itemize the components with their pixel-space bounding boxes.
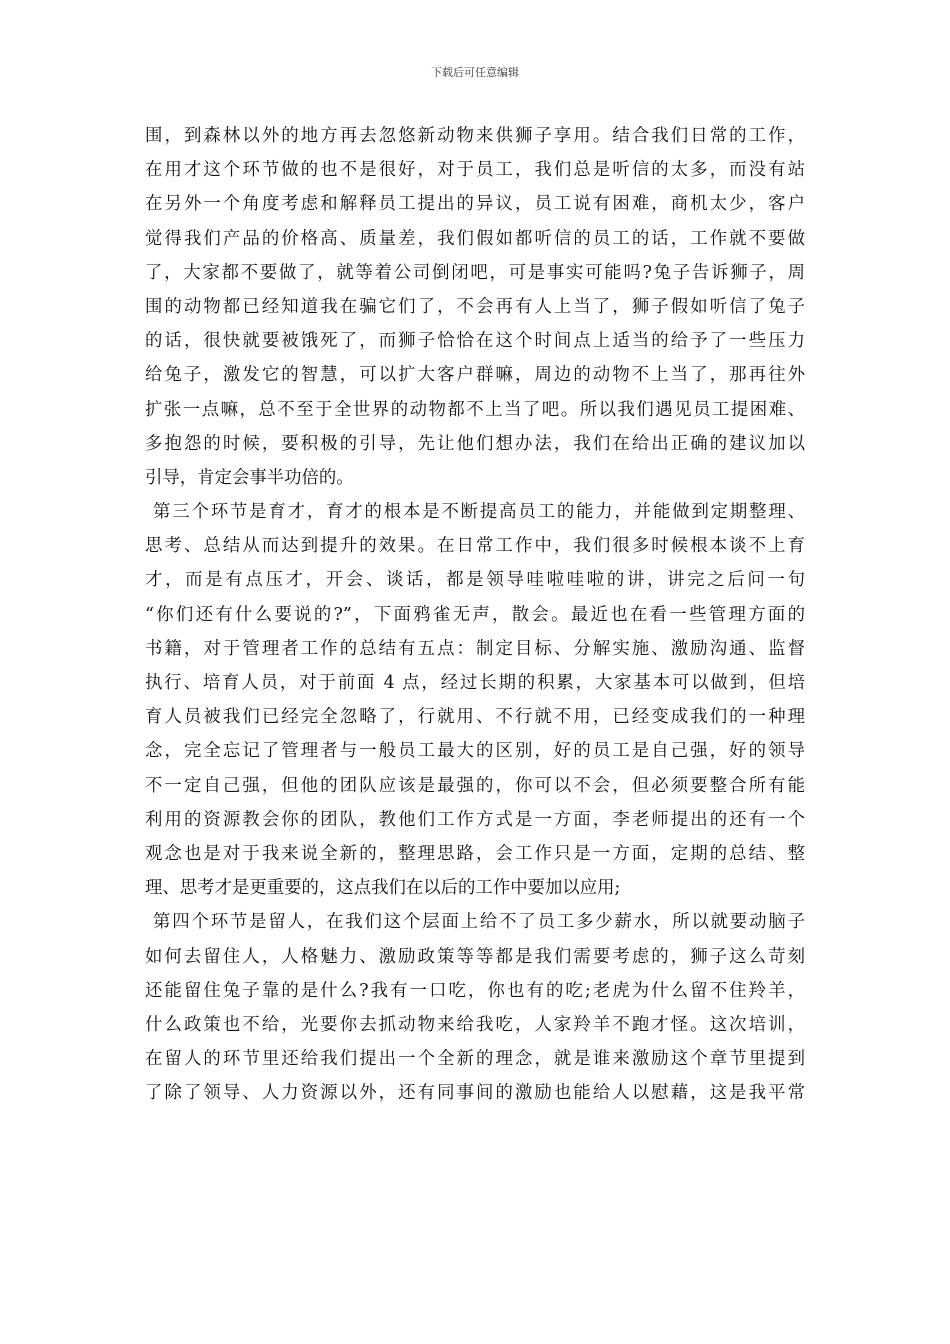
text-line: 利用的资源教会你的团队，教他们工作方式是一方面，李老师提出的还有一个 <box>145 809 805 830</box>
text-line: 引导，肯定会事半功倍的。 <box>145 467 354 488</box>
text-line: 在留人的环节里还给我们提出一个全新的理念，就是谁来激励这个章节里提到 <box>145 1049 805 1070</box>
document-body <box>145 119 805 1110</box>
text-line: 理、思考才是更重要的，这点我们在以后的工作中要加以应用; <box>145 878 621 899</box>
text-line: 觉得我们产品的价格高、质量差，我们假如都听信的员工的话，工作就不要做 <box>145 228 805 249</box>
text-line: 才，而是有点压才，开会、谈话，都是领导哇啦哇啦的讲，讲完之后问一句 <box>145 570 805 591</box>
text-line: 观念也是对于我来说全新的，整理思路，会工作只是一方面，定期的总结、整 <box>145 843 805 864</box>
text-line: 扩张一点嘛，总不至于全世界的动物都不上当了吧。所以我们遇见员工提困难、 <box>145 399 805 420</box>
text-line: 围的动物都已经知道我在骗它们了，不会再有人上当了，狮子假如听信了兔子 <box>145 296 805 317</box>
text-line: “你们还有什么要说的?”，下面鸦雀无声，散会。最近也在看一些管理方面的 <box>145 604 805 625</box>
text-line: 什么政策也不给，光要你去抓动物来给我吃，人家羚羊不跑才怪。这次培训， <box>145 1014 805 1035</box>
text-line: 不一定自己强，但他的团队应该是最强的，你可以不会，但必须要整合所有能 <box>145 775 805 796</box>
text-line: 给兔子，激发它的智慧，可以扩大客户群嘛，周边的动物不上当了，那再往外 <box>145 365 805 386</box>
text-line: 思考、总结从而达到提升的效果。在日常工作中，我们很多时候根本谈不上育 <box>145 536 805 557</box>
text-line: 念，完全忘记了管理者与一般员工最大的区别，好的员工是自己强，好的领导 <box>145 741 805 762</box>
paragraph-start-line: 第四个环节是留人，在我们这个层面上给不了员工多少薪水，所以就要动脑子 <box>153 912 805 933</box>
text-line: 书籍，对于管理者工作的总结有五点：制定目标、分解实施、激励沟通、监督 <box>145 638 805 659</box>
text-line: 执行、培育人员，对于前面 4 点，经过长期的积累，大家基本可以做到，但培 <box>145 673 805 693</box>
page-header: 下载后可任意编辑 <box>431 66 519 79</box>
text-line: 还能留住兔子靠的是什么?我有一口吃，你也有的吃;老虎为什么留不住羚羊， <box>145 980 805 1001</box>
text-line: 的话，很快就要被饿死了，而狮子恰恰在这个时间点上适当的给予了一些压力 <box>145 331 805 352</box>
text-line: 多抱怨的时候，要积极的引导，先让他们想办法，我们在给出正确的建议加以 <box>145 433 805 454</box>
text-line: 在用才这个环节做的也不是很好，对于员工，我们总是听信的太多，而没有站 <box>145 160 805 181</box>
text-line: 了除了领导、人力资源以外，还有同事间的激励也能给人以慰藉，这是我平常 <box>145 1083 805 1104</box>
text-line: 育人员被我们已经完全忽略了，行就用、不行就不用，已经变成我们的一种理 <box>145 707 805 728</box>
paragraph-start-line: 第三个环节是育才，育才的根本是不断提高员工的能力，并能做到定期整理、 <box>153 502 805 523</box>
text-line: 如何去留住人，人格魅力、激励政策等等都是我们需要考虑的，狮子这么苛刻 <box>145 946 805 967</box>
text-line: 了，大家都不要做了，就等着公司倒闭吧，可是事实可能吗?兔子告诉狮子，周 <box>145 262 805 283</box>
text-line: 围，到森林以外的地方再去忽悠新动物来供狮子享用。结合我们日常的工作， <box>145 126 805 146</box>
text-line: 在另外一个角度考虑和解释员工提出的异议，员工说有困难，商机太少，客户 <box>145 194 805 215</box>
